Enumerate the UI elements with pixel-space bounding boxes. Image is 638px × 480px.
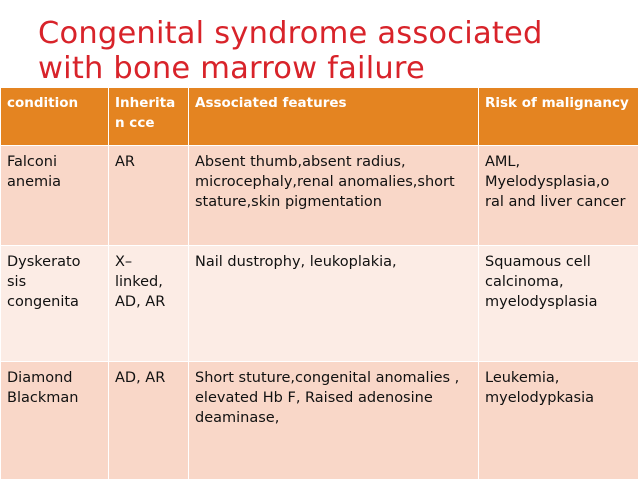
cell-condition: Falconi anemia [1,146,109,246]
header-associated-features: Associated features [189,88,479,146]
cell-condition: Dyskerato sis congenita [1,246,109,362]
cell-features: Nail dustrophy, leukoplakia, [189,246,479,362]
cell-features: Absent thumb,absent radius, microcephaly,renal anomalies,short stature,skin pigmentation [189,146,479,246]
header-inheritance: Inheritan cce [109,88,189,146]
syndrome-table [0,87,638,480]
header-condition: condition [1,88,109,146]
cell-features: Short stuture,congenital anomalies , elevated Hb F, Raised adenosine deaminase, [189,362,479,480]
header-risk-of-malignancy: Risk of malignancy [479,88,638,146]
cell-inheritance: AR [109,146,189,246]
cell-condition: Diamond Blackman [1,362,109,480]
cell-inheritance: X– linked, AD, AR [109,246,189,362]
cell-malignancy: Leukemia, myelodypkasia [479,362,638,480]
table-row [1,246,638,362]
table-row [1,362,638,480]
cell-malignancy: Squamous cell calcinoma, myelodysplasia [479,246,638,362]
cell-malignancy: AML, Myelodysplasia,o ral and liver cancer [479,146,638,246]
table-row [1,146,638,246]
slide-title-line-2: with bone marrow failure [38,51,628,86]
cell-inheritance: AD, AR [109,362,189,480]
slide-title-line-1: Congenital syndrome associated [38,16,628,51]
table-header-row [1,88,638,146]
slide-title [38,16,628,86]
